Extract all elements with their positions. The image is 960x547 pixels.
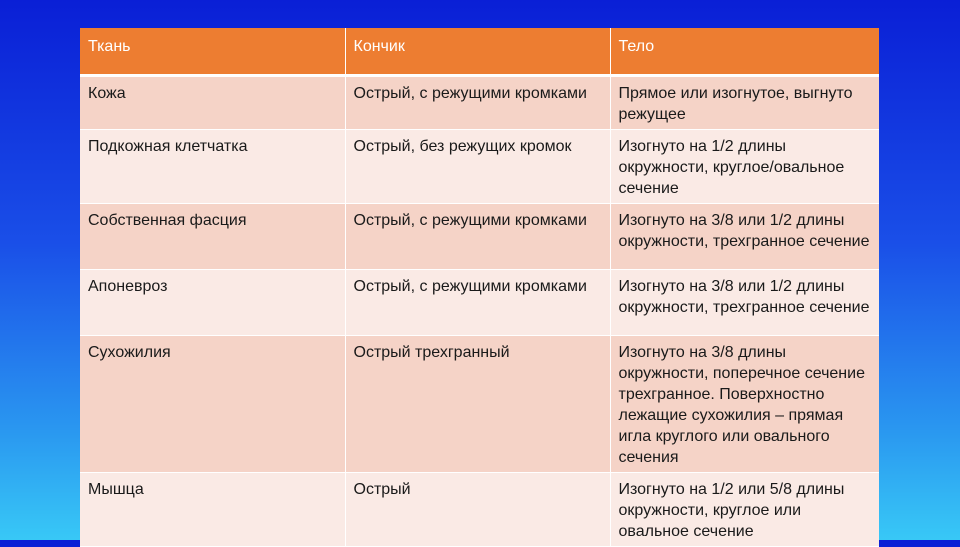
cell-tissue: Сухожилия [80, 336, 345, 473]
table-header-row [80, 28, 879, 76]
cell-tissue: Апоневроз [80, 270, 345, 336]
table-row [80, 473, 879, 547]
cell-body: Изогнуто на 3/8 или 1/2 длины окружности, трехгранное сечение [610, 270, 879, 336]
cell-tissue: Собственная фасция [80, 204, 345, 270]
cell-tip: Острый, без режущих кромок [345, 130, 610, 204]
cell-body: Изогнуто на 1/2 или 5/8 длины окружности, круглое или овальное сечение [610, 473, 879, 547]
cell-body: Прямое или изогнутое, выгнуто режущее [610, 76, 879, 130]
cell-tip: Острый [345, 473, 610, 547]
table-row [80, 270, 879, 336]
header-tip: Кончик [345, 28, 610, 76]
table-row [80, 204, 879, 270]
cell-body: Изогнуто на 1/2 длины окружности, круглое/овальное сечение [610, 130, 879, 204]
cell-tip: Острый трехгранный [345, 336, 610, 473]
cell-tissue: Подкожная клетчатка [80, 130, 345, 204]
cell-tissue: Мышца [80, 473, 345, 547]
needle-selection-table [80, 28, 879, 547]
header-tissue: Ткань [80, 28, 345, 76]
header-body: Тело [610, 28, 879, 76]
cell-tissue: Кожа [80, 76, 345, 130]
cell-body: Изогнуто на 3/8 или 1/2 длины окружности, трехгранное сечение [610, 204, 879, 270]
cell-body: Изогнуто на 3/8 длины окружности, поперечное сечение трехгранное. Поверхностно лежащие сухожилия – прямая игла круглого или овального сечения [610, 336, 879, 473]
table-row [80, 336, 879, 473]
table-row [80, 76, 879, 130]
cell-tip: Острый, с режущими кромками [345, 204, 610, 270]
cell-tip: Острый, с режущими кромками [345, 76, 610, 130]
table-row [80, 130, 879, 204]
cell-tip: Острый, с режущими кромками [345, 270, 610, 336]
